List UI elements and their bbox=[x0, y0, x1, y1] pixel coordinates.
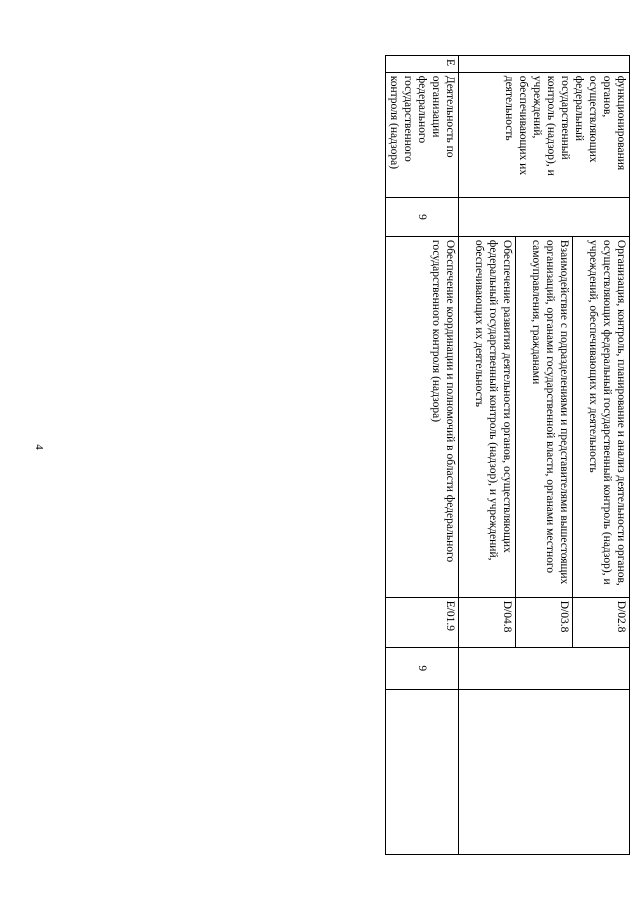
gen-function-code-cell bbox=[459, 56, 630, 73]
functions-table bbox=[385, 55, 630, 855]
table-row bbox=[573, 56, 630, 855]
empty-cell bbox=[386, 689, 459, 854]
empty-cell bbox=[459, 689, 630, 854]
function-code-cell: D/04.8 bbox=[459, 597, 516, 647]
function-name-cell: Взаимодействие с подразделениями и представителями вышестоящих организаций, органами государственной власти, органами местного самоуправления, гражданами bbox=[516, 236, 573, 597]
qualification-level-cell bbox=[459, 198, 630, 237]
function-code-cell: D/02.8 bbox=[573, 597, 630, 647]
function-name-cell: Организация, контроль, планирование и анализ деятельности органов, осуществляющих федеральный государственный контроль (надзор), и учреждений, обеспечивающих их деятельность bbox=[573, 236, 630, 597]
table-row bbox=[386, 56, 459, 855]
function-level-cell: 9 bbox=[386, 647, 459, 689]
function-code-cell: E/01.9 bbox=[386, 597, 459, 647]
rotated-sheet bbox=[30, 55, 630, 855]
page-number: 4 bbox=[32, 444, 45, 450]
function-code-cell: D/03.8 bbox=[516, 597, 573, 647]
qualification-level-cell: 9 bbox=[386, 198, 459, 237]
gen-function-code-cell: E bbox=[386, 56, 459, 73]
function-level-cell bbox=[459, 647, 630, 689]
function-name-cell: Обеспечение развития деятельности органов, осуществляющих федеральный государственный контроль (надзор), и учреждений, обеспечивающих их деятельность bbox=[459, 236, 516, 597]
gen-function-title-cell: функционирования органов, осуществляющих федеральный государственный контроль (надзор), и учреждений, обеспечивающих их деятельность bbox=[459, 72, 630, 197]
gen-function-title-cell: Деятельность по организации федерального государственного контроля (надзора) bbox=[386, 72, 459, 197]
function-name-cell: Обеспечение координации и полномочий в области федерального государственного контроля (надзора) bbox=[386, 236, 459, 597]
